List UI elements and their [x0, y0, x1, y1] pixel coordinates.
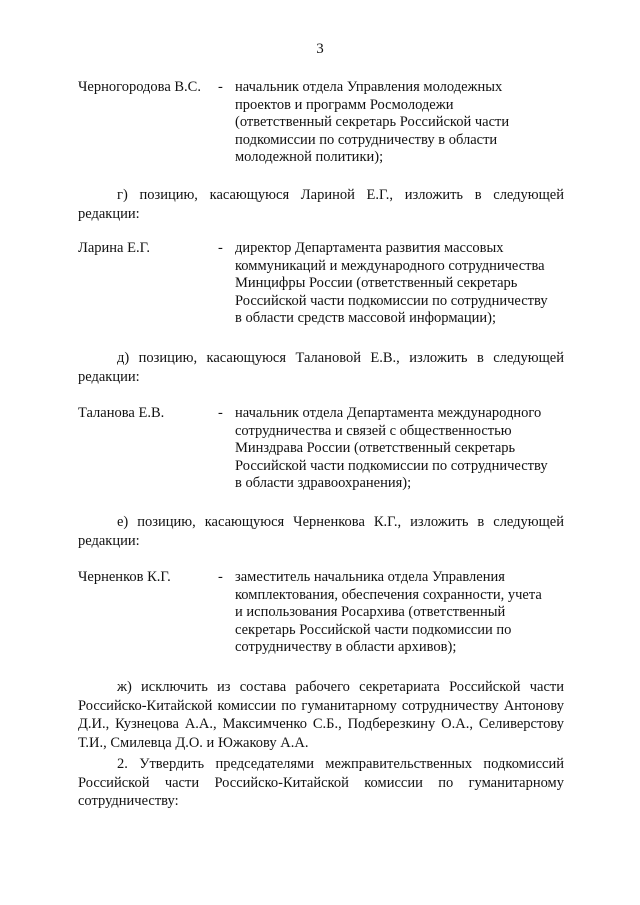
- paragraph-zh: ж) исключить из состава рабочего секретариата Российской части Российско-Китайской комиссии по гуманитарному сотрудничеству Антонову Д.И., Кузнецова А.А., Максимченко С.Б., Подберезкину О.А., Селиверстову Т.И., Смилевца Д.О. и Южакову А.А.: [78, 679, 564, 751]
- entry-description: начальник отдела Департамента международного сотрудничества и связей с общественностью Минздрава России (ответственный секретарь Российской части подкомиссии по сотрудничеству в области здравоохранения);: [235, 405, 548, 491]
- entry-dash: -: [218, 79, 223, 95]
- entry-description: начальник отдела Управления молодежных проектов и программ Росмолодежи (ответственный секретарь Российской части подкомиссии по сотрудничеству в области молодежной политики);: [235, 79, 510, 165]
- entry-dash: -: [218, 240, 223, 256]
- entry-dash: -: [218, 569, 223, 585]
- entry-dash: -: [218, 405, 223, 421]
- entry-name: Таланова Е.В.: [78, 405, 165, 421]
- entry-name: Черногородова В.С.: [78, 79, 201, 95]
- entry-name: Ларина Е.Г.: [78, 240, 150, 256]
- entry-description: директор Департамента развития массовых коммуникаций и международного сотрудничества Минцифры России (ответственный секретарь Российской части подкомиссии по сотрудничеству в области средств массовой информации);: [235, 240, 548, 326]
- paragraph-item-2: 2. Утвердить председателями межправительственных подкомиссий Российской части Российско-Китайской комиссии по гуманитарному сотрудничеству:: [78, 756, 564, 809]
- paragraph-d: д) позицию, касающуюся Талановой Е.В., изложить в следующей редакции:: [78, 350, 564, 385]
- paragraph-g: г) позицию, касающуюся Лариной Е.Г., изложить в следующей редакции:: [78, 187, 564, 222]
- entry-description: заместитель начальника отдела Управления комплектования, обеспечения сохранности, учета и использования Росархива (ответственный секретарь Российской части подкомиссии по сотрудничеству в области архивов);: [235, 569, 542, 655]
- entry-name: Черненков К.Г.: [78, 569, 171, 585]
- page-number: 3: [316, 41, 324, 57]
- paragraph-e: е) позицию, касающуюся Черненкова К.Г., изложить в следующей редакции:: [78, 514, 564, 549]
